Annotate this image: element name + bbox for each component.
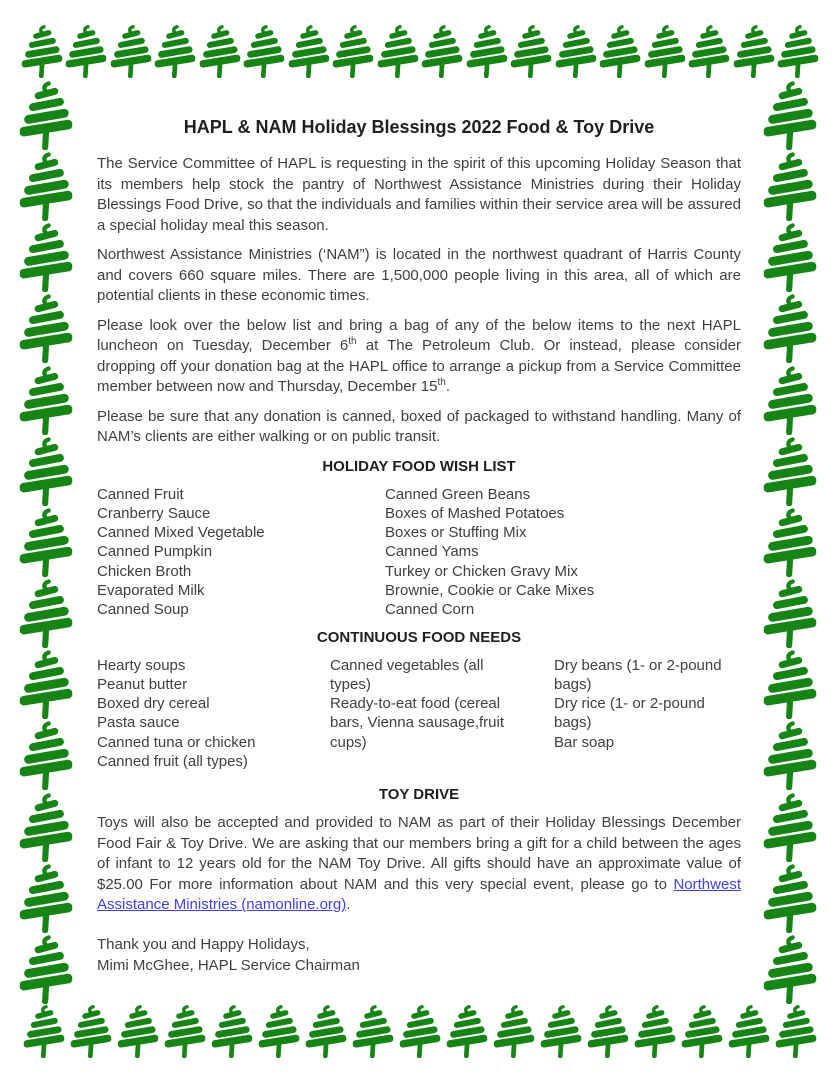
christmas-tree-icon (762, 436, 818, 506)
christmas-tree-border-top (20, 24, 820, 80)
christmas-tree-icon (762, 222, 818, 292)
continuous-needs-heading: CONTINUOUS FOOD NEEDS (316, 628, 522, 646)
christmas-tree-icon (633, 1004, 677, 1058)
wish-list-item: Boxes or Stuffing Mix (385, 524, 527, 542)
christmas-tree-icon (398, 1004, 442, 1058)
wish-list-item: Canned Pumpkin (97, 543, 213, 561)
christmas-tree-icon (22, 1004, 66, 1058)
continuous-needs-item: Canned vegetables (all types) (330, 656, 484, 693)
christmas-tree-icon (776, 24, 820, 78)
intro-paragraph-2: Northwest Assistance Ministries (‘NAM”) is located in the northwest quadrant of Harris County and covers 660 square miles. There are 1,500,000 people living in this area, all of which are potential clients in these economic times. (97, 246, 741, 304)
christmas-tree-icon (420, 24, 464, 78)
page-title: HAPL & NAM Holiday Blessings 2022 Food & Toy Drive (183, 117, 655, 137)
christmas-tree-icon (351, 1004, 395, 1058)
continuous-needs-item: Dry beans (1- or 2-pound bags) (554, 656, 722, 693)
christmas-tree-icon (762, 507, 818, 577)
christmas-tree-icon (163, 1004, 207, 1058)
ordinal-superscript-6th: th (348, 336, 357, 347)
continuous-needs-item: Peanut butter (97, 675, 188, 693)
continuous-needs-column-2 (330, 656, 510, 752)
paragraph-3-text-end: . (445, 378, 450, 395)
christmas-tree-icon (116, 1004, 160, 1058)
christmas-tree-icon (762, 80, 818, 150)
toy-drive-heading: TOY DRIVE (378, 786, 460, 804)
christmas-tree-icon (687, 24, 731, 78)
flyer-content (97, 116, 741, 976)
christmas-tree-icon (18, 436, 74, 506)
christmas-tree-icon (304, 1004, 348, 1058)
toy-drive-text: Toys will also be accepted and provided to NAM as part of their Holiday Blessings December Food Fair & Toy Drive. We are asking that our members bring a gift for a child between the ages of infant to 12 years old for the NAM Toy Drive. All gifts should have an approximate value of $25.00 For more information about NAM and this very special event, please go to (97, 814, 741, 893)
christmas-tree-icon (18, 80, 74, 150)
continuous-needs-item: Hearty soups (97, 656, 186, 674)
wish-list-columns (97, 485, 741, 620)
christmas-tree-icon (18, 151, 74, 221)
christmas-tree-icon (18, 293, 74, 363)
continuous-needs-item: Pasta sauce (97, 714, 180, 732)
christmas-tree-icon (18, 720, 74, 790)
wish-list-item: Canned Corn (385, 601, 475, 619)
wish-list-item: Canned Yams (385, 543, 479, 561)
continuous-needs-column-1 (97, 656, 330, 772)
christmas-tree-icon (732, 24, 776, 78)
ordinal-superscript-15th: th (437, 377, 446, 388)
nam-website-link[interactable]: Northwest Assistance Ministries (namonline.org) (97, 875, 741, 914)
christmas-tree-icon (539, 1004, 583, 1058)
christmas-tree-icon (554, 24, 598, 78)
christmas-tree-icon (762, 720, 818, 790)
christmas-tree-icon (762, 792, 818, 862)
paragraph-3-text-before: Please look over the below list and bring a bag of any of the below items to the next HAPL luncheon on Tuesday, December 6 (97, 316, 741, 354)
christmas-tree-icon (445, 1004, 489, 1058)
closing-block (97, 934, 741, 976)
christmas-tree-icon (376, 24, 420, 78)
christmas-tree-icon (18, 792, 74, 862)
christmas-tree-icon (18, 578, 74, 648)
wish-list-item: Canned Fruit (97, 485, 184, 503)
christmas-tree-icon (762, 293, 818, 363)
wish-list-item: Cranberry Sauce (97, 504, 211, 522)
christmas-tree-icon (210, 1004, 254, 1058)
continuous-needs-item: Bar soap (554, 733, 615, 751)
wish-list-column-2 (385, 485, 741, 620)
christmas-tree-icon (18, 222, 74, 292)
christmas-tree-icon (680, 1004, 724, 1058)
christmas-tree-icon (18, 365, 74, 435)
paragraph-3-text-mid: at The Petroleum Club. Or instead, please consider dropping off your donation bag at the HAPL office to arrange a pickup from a Service Committee member between now and Thursday, December 15 (97, 337, 741, 395)
christmas-tree-icon (257, 1004, 301, 1058)
wish-list-item: Turkey or Chicken Gravy Mix (385, 562, 578, 580)
christmas-tree-icon (20, 24, 64, 78)
continuous-needs-column-3 (554, 656, 741, 752)
christmas-tree-icon (287, 24, 331, 78)
christmas-tree-icon (465, 24, 509, 78)
christmas-tree-icon (509, 24, 553, 78)
toy-drive-text-end: . (346, 896, 351, 914)
christmas-tree-icon (492, 1004, 536, 1058)
wish-list-heading: HOLIDAY FOOD WISH LIST (322, 457, 516, 475)
christmas-tree-icon (18, 863, 74, 933)
intro-paragraph-1: The Service Committee of HAPL is requesting in the spirit of this upcoming Holiday Season that its members help stock the pantry of Northwest Assistance Ministries during their Holiday Blessings Food Drive, so that the individuals and families within their service area will be assured a special holiday meal this season. (97, 155, 741, 234)
christmas-tree-icon (109, 24, 153, 78)
christmas-tree-border-bottom (22, 1004, 818, 1062)
continuous-needs-item: Dry rice (1- or 2-pound bags) (554, 695, 705, 732)
wish-list-column-1 (97, 485, 385, 620)
christmas-tree-icon (762, 578, 818, 648)
christmas-tree-icon (18, 934, 74, 1004)
wish-list-item: Canned Soup (97, 601, 189, 619)
wish-list-item: Boxes of Mashed Potatoes (385, 504, 565, 522)
closing-line-1: Thank you and Happy Holidays, (97, 935, 310, 953)
christmas-tree-icon (762, 934, 818, 1004)
toy-drive-paragraph (97, 813, 741, 916)
wish-list-item: Evaporated Milk (97, 581, 205, 599)
christmas-tree-border-left (18, 80, 76, 1004)
intro-paragraph-3 (97, 316, 741, 398)
continuous-needs-columns (97, 656, 741, 772)
continuous-needs-item: Boxed dry cereal (97, 695, 210, 713)
christmas-tree-icon (18, 507, 74, 577)
christmas-tree-icon (643, 24, 687, 78)
christmas-tree-icon (762, 151, 818, 221)
continuous-needs-item: Canned fruit (all types) (97, 753, 248, 771)
christmas-tree-icon (153, 24, 197, 78)
wish-list-item: Chicken Broth (97, 562, 192, 580)
christmas-tree-icon (598, 24, 642, 78)
wish-list-item: Brownie, Cookie or Cake Mixes (385, 581, 595, 599)
christmas-tree-icon (762, 863, 818, 933)
christmas-tree-icon (331, 24, 375, 78)
christmas-tree-icon (762, 649, 818, 719)
christmas-tree-icon (69, 1004, 113, 1058)
christmas-tree-icon (774, 1004, 818, 1058)
christmas-tree-icon (18, 649, 74, 719)
christmas-tree-icon (198, 24, 242, 78)
wish-list-item: Canned Green Beans (385, 485, 531, 503)
christmas-tree-icon (242, 24, 286, 78)
signature-line: Mimi McGhee, HAPL Service Chairman (97, 956, 360, 974)
christmas-tree-icon (762, 365, 818, 435)
christmas-tree-icon (727, 1004, 771, 1058)
christmas-tree-border-right (762, 80, 820, 1004)
wish-list-item: Canned Mixed Vegetable (97, 524, 265, 542)
intro-paragraph-4: Please be sure that any donation is canned, boxed of packaged to withstand handling. Many of NAM’s clients are either walking or on public transit. (97, 407, 741, 445)
christmas-tree-icon (586, 1004, 630, 1058)
continuous-needs-item: Canned tuna or chicken (97, 733, 256, 751)
christmas-tree-icon (64, 24, 108, 78)
continuous-needs-item: Ready-to-eat food (cereal bars, Vienna sausage,fruit cups) (330, 695, 505, 751)
